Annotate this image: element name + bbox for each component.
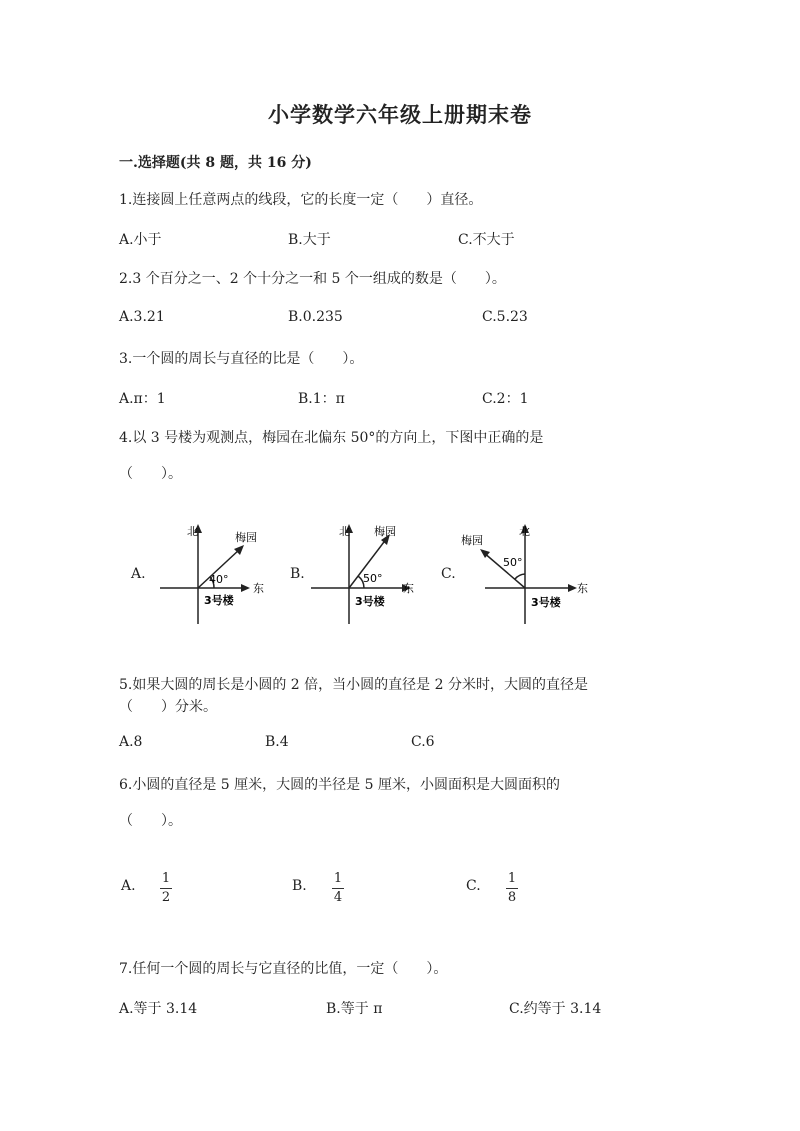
question-2-option-b[interactable]: B.0.235 — [288, 309, 343, 325]
question-2-text: 2.3 个百分之一、2 个十分之一和 5 个一组成的数是（ ）。 — [119, 271, 506, 287]
question-4-text-line2: （ ）。 — [119, 466, 182, 482]
question-5-option-a[interactable]: A.8 — [119, 734, 143, 750]
question-7-option-b[interactable]: B.等于 π — [326, 1001, 383, 1017]
north-label: 北 — [187, 525, 198, 538]
section-heading: 一.选择题(共 8 题，共 16 分) — [119, 155, 312, 171]
question-2-option-c[interactable]: C.5.23 — [482, 309, 528, 325]
question-5-text-line2: （ ）分米。 — [119, 699, 217, 715]
question-6-option-a-fraction — [160, 872, 172, 905]
building-label: 3号楼 — [355, 595, 385, 608]
question-3-option-c[interactable]: C.2：1 — [482, 391, 529, 407]
question-7-option-c[interactable]: C.约等于 3.14 — [509, 1001, 602, 1017]
angle-label: 50° — [363, 572, 383, 585]
question-1-option-b[interactable]: B.大于 — [288, 232, 331, 248]
fraction-denominator: 4 — [333, 890, 343, 905]
question-7-text: 7.任何一个圆的周长与它直径的比值，一定（ ）。 — [119, 961, 448, 977]
question-6-option-b-fraction — [332, 872, 344, 905]
garden-label: 梅园 — [461, 534, 483, 547]
garden-label: 梅园 — [235, 531, 257, 544]
fraction-bar — [506, 888, 518, 889]
page-title: 小学数学六年级上册期末卷 — [268, 102, 532, 127]
question-6-option-c-letter[interactable]: C. — [466, 878, 481, 894]
fraction-numerator: 1 — [333, 871, 343, 886]
fraction-bar — [332, 888, 344, 889]
east-label: 东 — [253, 582, 264, 595]
building-label: 3号楼 — [204, 594, 234, 607]
angle-label: 50° — [503, 556, 523, 569]
fraction-numerator: 1 — [161, 871, 171, 886]
east-label: 东 — [577, 582, 588, 595]
fraction-denominator: 2 — [161, 890, 171, 905]
figure-b-letter[interactable]: B. — [290, 566, 305, 582]
question-1-text: 1.连接圆上任意两点的线段，它的长度一定（ ）直径。 — [119, 192, 483, 208]
direction-figure-b — [305, 516, 435, 628]
question-3-option-a[interactable]: A.π：1 — [119, 391, 166, 407]
north-label: 北 — [519, 525, 530, 538]
question-2-option-a[interactable]: A.3.21 — [119, 309, 165, 325]
east-arrowhead — [241, 584, 250, 592]
question-6-option-b-letter[interactable]: B. — [292, 878, 307, 894]
question-1-option-a[interactable]: A.小于 — [119, 232, 162, 248]
question-3-option-b[interactable]: B.1：π — [298, 391, 345, 407]
fraction-denominator: 8 — [507, 890, 517, 905]
question-6-text-line1: 6.小圆的直径是 5 厘米，大圆的半径是 5 厘米，小圆面积是大圆面积的 — [119, 777, 560, 793]
angle-arc — [515, 574, 525, 579]
question-5-option-b[interactable]: B.4 — [265, 734, 289, 750]
east-label: 东 — [403, 582, 414, 595]
north-label: 北 — [339, 525, 350, 538]
figure-a-letter[interactable]: A. — [131, 566, 146, 582]
question-4-text-line1: 4.以 3 号楼为观测点，梅园在北偏东 50°的方向上，下图中正确的是 — [119, 430, 544, 446]
fraction-numerator: 1 — [507, 871, 517, 886]
question-7-option-a[interactable]: A.等于 3.14 — [119, 1001, 198, 1017]
garden-label: 梅园 — [374, 525, 396, 538]
building-label: 3号楼 — [531, 596, 561, 609]
question-6-option-c-fraction — [506, 872, 518, 905]
question-6-option-a-letter[interactable]: A. — [121, 878, 136, 894]
fraction-bar — [160, 888, 172, 889]
direction-figure-c — [455, 516, 595, 628]
east-arrowhead — [568, 584, 577, 592]
question-5-text-line1: 5.如果大圆的周长是小圆的 2 倍，当小圆的直径是 2 分米时，大圆的直径是 — [119, 677, 588, 693]
question-1-option-c[interactable]: C.不大于 — [458, 232, 515, 248]
direction-figure-a — [150, 516, 280, 628]
question-5-option-c[interactable]: C.6 — [411, 734, 435, 750]
question-3-text: 3.一个圆的周长与直径的比是（ ）。 — [119, 351, 364, 367]
question-6-text-line2: （ ）。 — [119, 813, 182, 829]
angle-label: 40° — [209, 573, 229, 586]
figure-c-letter[interactable]: C. — [441, 566, 456, 582]
